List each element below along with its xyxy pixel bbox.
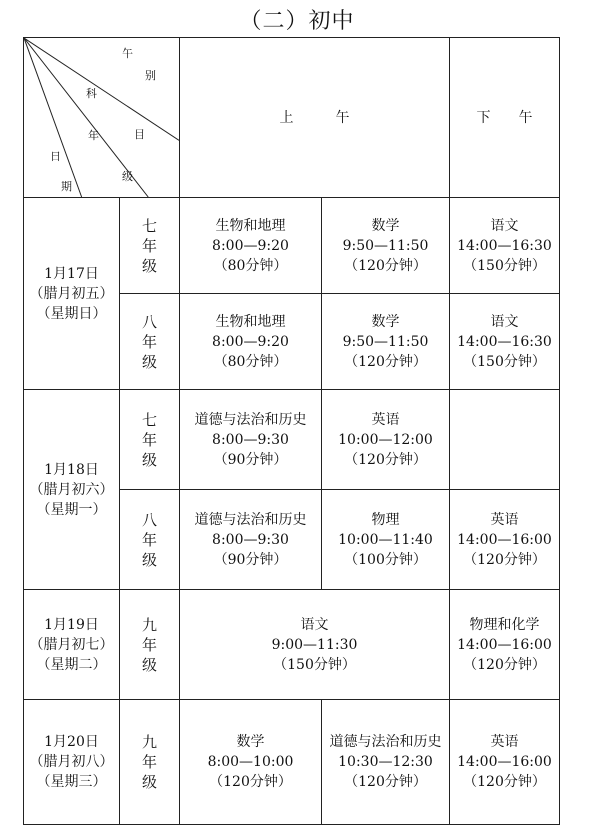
exam-subject: 语文 bbox=[490, 217, 519, 234]
grade-char: 级 bbox=[141, 256, 157, 275]
exam-schedule-table bbox=[23, 37, 560, 825]
exam-time: 14:00—16:00 bbox=[457, 754, 552, 770]
exam-subject: 道德与法治和历史 bbox=[329, 734, 442, 750]
exam-duration: （150分钟） bbox=[273, 656, 356, 673]
exam-cell bbox=[180, 490, 322, 590]
exam-time: 8:00—9:20 bbox=[212, 333, 289, 350]
date-text: 1月17日 bbox=[44, 265, 99, 282]
grade-char: 级 bbox=[141, 352, 157, 371]
corner-label: 年 bbox=[88, 129, 99, 142]
lunar-date-text: （腊月初五） bbox=[29, 285, 114, 302]
table-row bbox=[24, 198, 560, 294]
grade-char: 年 bbox=[141, 332, 157, 351]
weekday-text: （星期二） bbox=[36, 656, 107, 673]
exam-duration: （80分钟） bbox=[213, 353, 288, 370]
corner-label: 期 bbox=[61, 180, 72, 193]
exam-subject: 数学 bbox=[371, 313, 400, 330]
lunar-date-text: （腊月初八） bbox=[29, 754, 114, 770]
exam-duration: （90分钟） bbox=[213, 451, 288, 468]
exam-time: 14:00—16:30 bbox=[457, 333, 552, 350]
exam-duration: （120分钟） bbox=[463, 774, 546, 790]
corner-label: 级 bbox=[122, 170, 133, 183]
exam-time: 8:00—10:00 bbox=[207, 754, 294, 770]
grade-cell bbox=[120, 294, 180, 390]
grade-char: 级 bbox=[141, 655, 157, 674]
grade-char: 年 bbox=[141, 753, 157, 771]
lunar-date-text: （腊月初六） bbox=[29, 481, 114, 498]
exam-subject: 道德与法治和历史 bbox=[194, 511, 307, 528]
exam-subject: 英语 bbox=[371, 411, 400, 428]
exam-cell bbox=[450, 590, 560, 700]
exam-time: 10:00—12:00 bbox=[338, 431, 433, 448]
weekday-text: （星期一） bbox=[36, 501, 107, 518]
grade-char: 年 bbox=[141, 430, 157, 449]
exam-subject: 语文 bbox=[300, 616, 329, 633]
corner-label: 午 bbox=[122, 47, 133, 60]
exam-cell bbox=[450, 198, 560, 294]
exam-cell bbox=[322, 294, 450, 390]
grade-char: 年 bbox=[141, 530, 157, 549]
exam-time: 14:00—16:30 bbox=[457, 237, 552, 254]
exam-subject: 英语 bbox=[490, 511, 519, 528]
grade-char: 七 bbox=[141, 410, 157, 429]
exam-duration: （80分钟） bbox=[213, 257, 288, 274]
date-text: 1月18日 bbox=[44, 461, 99, 478]
exam-time: 8:00—9:20 bbox=[212, 237, 289, 254]
exam-duration: （150分钟） bbox=[463, 353, 546, 370]
exam-duration: （100分钟） bbox=[344, 551, 427, 568]
exam-cell bbox=[322, 198, 450, 294]
grade-char: 级 bbox=[141, 550, 157, 569]
exam-cell bbox=[180, 590, 450, 700]
date-cell bbox=[24, 700, 120, 825]
exam-subject: 生物和地理 bbox=[215, 217, 286, 234]
grade-cell bbox=[120, 490, 180, 590]
date-cell bbox=[24, 390, 120, 590]
exam-subject: 道德与法治和历史 bbox=[194, 411, 307, 428]
exam-cell bbox=[180, 294, 322, 390]
header-row bbox=[24, 38, 560, 198]
grade-cell bbox=[120, 198, 180, 294]
exam-duration: （150分钟） bbox=[463, 257, 546, 274]
grade-cell bbox=[120, 700, 180, 825]
exam-subject: 语文 bbox=[490, 313, 519, 330]
corner-label: 别 bbox=[145, 69, 156, 82]
exam-time: 14:00—16:00 bbox=[457, 531, 552, 548]
exam-time: 9:00—11:30 bbox=[271, 636, 358, 653]
exam-subject: 数学 bbox=[236, 734, 265, 750]
exam-time: 8:00—9:30 bbox=[212, 531, 289, 548]
grade-char: 八 bbox=[141, 510, 157, 529]
weekday-text: （星期日） bbox=[36, 305, 107, 322]
exam-cell bbox=[180, 390, 322, 490]
exam-cell bbox=[450, 700, 560, 825]
exam-cell bbox=[180, 700, 322, 825]
exam-subject: 数学 bbox=[371, 217, 400, 234]
exam-duration: （120分钟） bbox=[344, 451, 427, 468]
lunar-date-text: （腊月初七） bbox=[29, 636, 114, 653]
grade-char: 九 bbox=[141, 615, 157, 634]
exam-time: 8:00—9:30 bbox=[212, 431, 289, 448]
corner-header bbox=[24, 38, 180, 198]
exam-subject: 物理 bbox=[371, 511, 400, 528]
exam-duration: （120分钟） bbox=[209, 774, 292, 790]
grade-char: 级 bbox=[141, 450, 157, 469]
table-row bbox=[24, 390, 560, 490]
grade-char: 八 bbox=[141, 312, 157, 331]
weekday-text: （星期三） bbox=[36, 774, 107, 790]
date-cell bbox=[24, 198, 120, 390]
exam-subject: 生物和地理 bbox=[215, 313, 286, 330]
grade-char: 年 bbox=[141, 236, 157, 255]
table-row bbox=[24, 700, 560, 825]
exam-cell bbox=[322, 700, 450, 825]
corner-label: 目 bbox=[134, 128, 145, 141]
exam-duration: （120分钟） bbox=[463, 551, 546, 568]
grade-char: 九 bbox=[141, 733, 157, 751]
exam-cell bbox=[322, 490, 450, 590]
exam-time: 9:50—11:50 bbox=[342, 333, 429, 350]
exam-duration: （90分钟） bbox=[213, 551, 288, 568]
exam-cell bbox=[322, 390, 450, 490]
grade-char: 年 bbox=[141, 635, 157, 654]
page-title: （二）初中 bbox=[239, 9, 355, 34]
exam-subject: 物理和化学 bbox=[469, 616, 540, 633]
empty-cell bbox=[450, 390, 560, 490]
morning-header: 上 午 bbox=[180, 38, 450, 198]
table-row bbox=[24, 590, 560, 700]
date-cell bbox=[24, 590, 120, 700]
exam-cell bbox=[450, 490, 560, 590]
date-text: 1月19日 bbox=[44, 616, 99, 633]
exam-time: 14:00—16:00 bbox=[457, 636, 552, 653]
exam-subject: 英语 bbox=[490, 734, 519, 750]
exam-time: 9:50—11:50 bbox=[342, 237, 429, 254]
grade-cell bbox=[120, 590, 180, 700]
grade-char: 七 bbox=[141, 216, 157, 235]
corner-label: 日 bbox=[50, 150, 61, 163]
exam-time: 10:00—11:40 bbox=[338, 531, 433, 548]
diagonal-lines bbox=[24, 38, 179, 197]
exam-duration: （120分钟） bbox=[463, 656, 546, 673]
exam-cell bbox=[450, 294, 560, 390]
exam-duration: （120分钟） bbox=[344, 257, 427, 274]
date-text: 1月20日 bbox=[44, 734, 99, 750]
grade-cell bbox=[120, 390, 180, 490]
afternoon-header: 下 午 bbox=[450, 38, 560, 198]
exam-time: 10:30—12:30 bbox=[338, 754, 433, 770]
exam-cell bbox=[180, 198, 322, 294]
exam-duration: （120分钟） bbox=[344, 353, 427, 370]
exam-duration: （120分钟） bbox=[344, 774, 427, 790]
corner-label: 科 bbox=[86, 87, 97, 100]
grade-char: 级 bbox=[141, 773, 157, 791]
